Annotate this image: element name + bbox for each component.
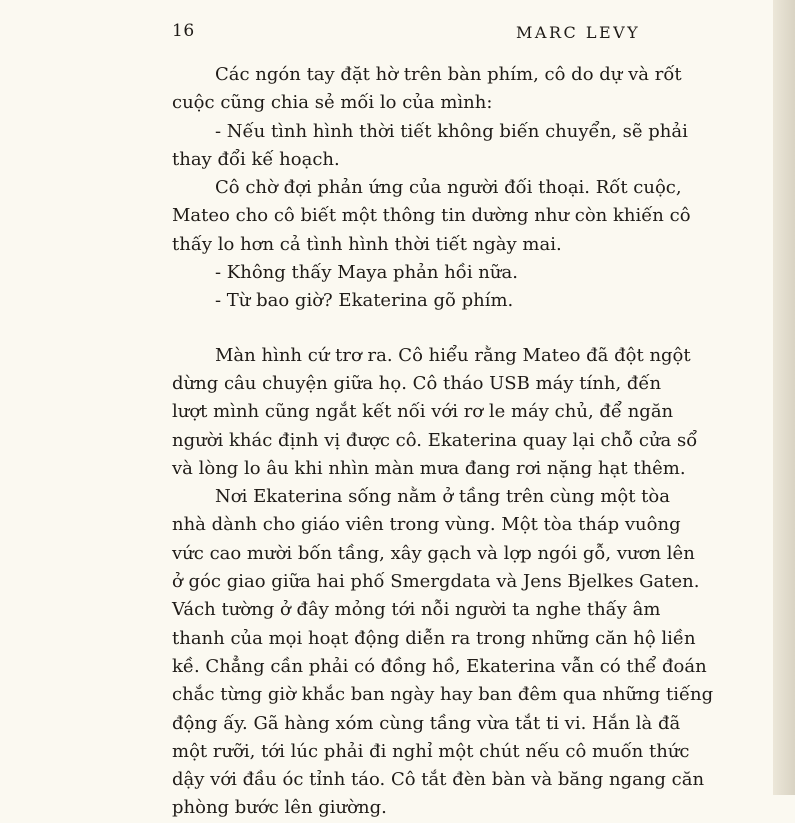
text-line: - Từ bao giờ? Ekaterina gõ phím.	[215, 290, 514, 312]
text-line: Nơi Ekaterina sống nằm ở tầng trên cùng một tòa	[215, 486, 670, 508]
text-line: - Nếu tình hình thời tiết không biến chuyển, sẽ phải	[215, 120, 688, 142]
text-line: thay đổi kế hoạch.	[172, 148, 340, 170]
text-line: lượt mình cũng ngắt kết nối với rơ le máy chủ, để ngăn	[172, 401, 674, 423]
text-line: cuộc cũng chia sẻ mối lo của mình:	[172, 92, 493, 114]
section-break	[172, 316, 612, 342]
text-line: một rưỡi, tới lúc phải đi nghỉ một chút nếu cô muốn thức	[172, 740, 690, 762]
text-line: người khác định vị được cô. Ekaterina quay lại chỗ cửa sổ	[172, 429, 698, 451]
text-line: - Không thấy Maya phản hồi nữa.	[215, 262, 518, 284]
text-line: thấy lo hơn cả tình hình thời tiết ngày mai.	[172, 233, 562, 255]
paragraph	[172, 118, 688, 175]
page-spine-edge	[773, 0, 795, 795]
running-header-author: MARC LEVY	[516, 23, 641, 42]
text-line: nhà dành cho giáo viên trong vùng. Một tòa tháp vuông	[172, 514, 681, 536]
page-number: 16	[172, 21, 195, 41]
text-line: Màn hình cứ trơ ra. Cô hiểu rằng Mateo đã đột ngột	[215, 344, 691, 366]
text-line: Vách tường ở đây mỏng tới nỗi người ta nghe thấy âm	[172, 599, 661, 621]
text-line: thanh của mọi hoạt động diễn ra trong những căn hộ liền	[172, 627, 696, 649]
text-line: phòng bước lên giường.	[172, 797, 387, 819]
paragraph	[172, 61, 682, 118]
text-line: dậy với đầu óc tỉnh táo. Cô tắt đèn bàn và băng ngang căn	[172, 769, 705, 791]
text-line: và lòng lo âu khi nhìn màn mưa đang rơi nặng hạt thêm.	[172, 457, 686, 479]
paragraph	[172, 174, 691, 259]
text-line: ở góc giao giữa hai phố Smergdata và Jens Bjelkes Gaten.	[172, 571, 700, 593]
paragraph	[172, 287, 612, 315]
text-line: vức cao mười bốn tầng, xây gạch và lợp ngói gỗ, vươn lên	[172, 542, 695, 564]
text-line: dừng câu chuyện giữa họ. Cô tháo USB máy tính, đến	[172, 372, 662, 394]
text-line: động ấy. Gã hàng xóm cùng tầng vừa tắt ti vi. Hắn là đã	[172, 712, 681, 734]
paragraph	[172, 342, 698, 483]
text-line: chắc từng giờ khắc ban ngày hay ban đêm qua những tiếng	[172, 684, 714, 706]
paragraph	[172, 483, 714, 823]
text-line: Mateo cho cô biết một thông tin dường như còn khiến cô	[172, 205, 691, 227]
body-text	[172, 61, 714, 823]
text-line: Cô chờ đợi phản ứng của người đối thoại. Rốt cuộc,	[215, 177, 682, 199]
text-line: kề. Chẳng cần phải có đồng hồ, Ekaterina vẫn có thể đoán	[172, 655, 707, 677]
paragraph	[172, 259, 612, 287]
text-line: Các ngón tay đặt hờ trên bàn phím, cô do dự và rốt	[215, 64, 682, 85]
